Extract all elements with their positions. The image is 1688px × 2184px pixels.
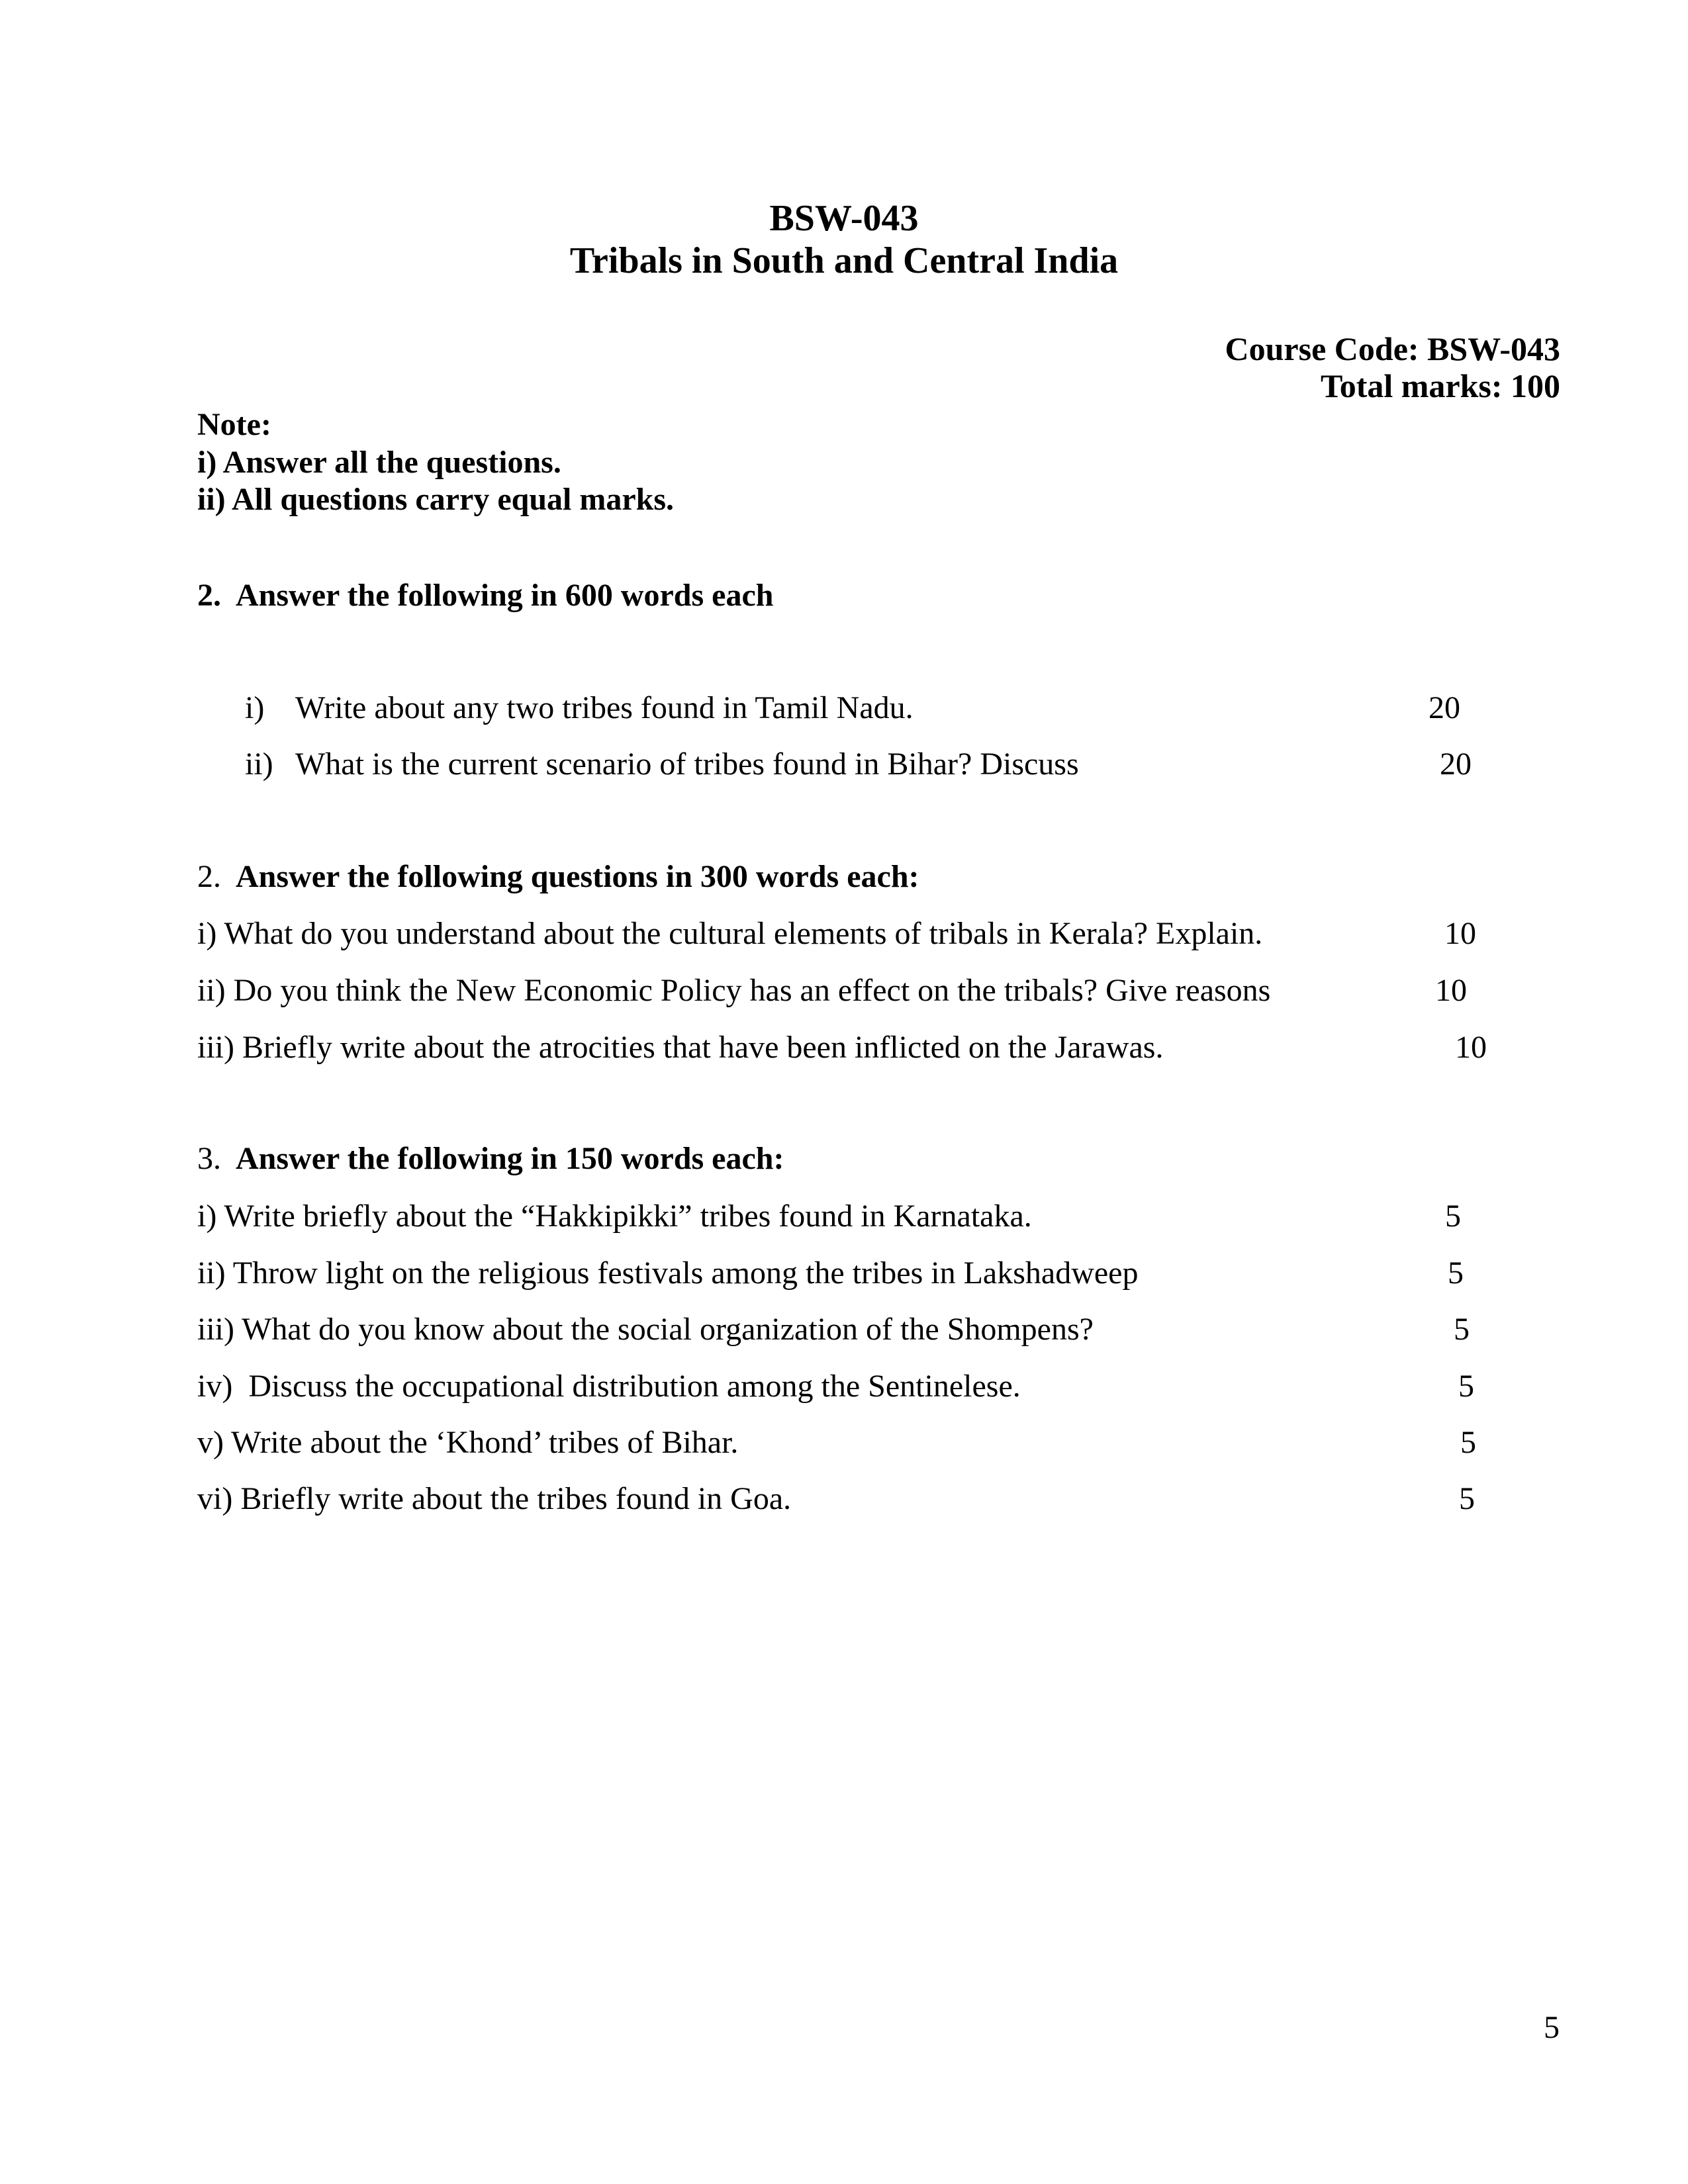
question-marks: 20: [1429, 690, 1460, 725]
document-title: Tribals in South and Central India: [569, 240, 1119, 281]
question-text: iv) Discuss the occupational distribution among the Sentinelese.: [197, 1369, 1021, 1404]
question-marks: 5: [1460, 1425, 1476, 1460]
question-marks: 5: [1445, 1199, 1461, 1234]
section-heading: [197, 580, 773, 612]
document-code: BSW-043: [769, 198, 919, 239]
question-marks: 5: [1448, 1255, 1464, 1291]
section-heading-text: Answer the following in 150 words each:: [236, 1141, 784, 1176]
section-heading: [197, 861, 919, 893]
question-number: ii): [245, 747, 273, 782]
question-marks: 10: [1455, 1030, 1487, 1065]
question-marks: 5: [1458, 1369, 1474, 1404]
question-text: v) Write about the ‘Khond’ tribes of Bihar.: [197, 1425, 739, 1460]
total-marks: Total marks: 100: [1320, 367, 1560, 404]
question-marks: 20: [1440, 747, 1472, 782]
section-heading: [197, 1143, 784, 1175]
question-text: iii) Briefly write about the atrocities that have been inflicted on the Jarawas.: [197, 1030, 1164, 1065]
question-text: i) Write briefly about the “Hakkipikki” tribes found in Karnataka.: [197, 1199, 1032, 1234]
question-marks: 5: [1454, 1312, 1470, 1347]
question-text: ii) Throw light on the religious festivals among the tribes in Lakshadweep: [197, 1255, 1139, 1291]
question-marks: 10: [1444, 916, 1476, 951]
question-text: i) What do you understand about the cultural elements of tribals in Kerala? Explain.: [197, 916, 1263, 951]
question-text: Write about any two tribes found in Tamil Nadu.: [295, 690, 914, 725]
page-number: 5: [1544, 2010, 1560, 2045]
question-text: iii) What do you know about the social organization of the Shompens?: [197, 1312, 1094, 1347]
note-item: i) Answer all the questions.: [197, 445, 561, 480]
note-label: Note:: [197, 407, 271, 442]
question-number: i): [245, 690, 265, 725]
question-text: ii) Do you think the New Economic Policy has an effect on the tribals? Give reasons: [197, 973, 1271, 1008]
section-heading-text: Answer the following questions in 300 words each:: [236, 859, 919, 894]
section-heading-text: Answer the following in 600 words each: [236, 578, 774, 613]
section-number: 2.: [197, 578, 221, 613]
course-code: Course Code: BSW-043: [1225, 330, 1560, 367]
question-marks: 5: [1459, 1481, 1475, 1516]
question-text: What is the current scenario of tribes found in Bihar? Discuss: [295, 747, 1079, 782]
section-number: 2.: [197, 859, 221, 894]
question-text: vi) Briefly write about the tribes found in Goa.: [197, 1481, 792, 1516]
note-item: ii) All questions carry equal marks.: [197, 482, 675, 517]
section-number: 3.: [197, 1141, 221, 1176]
question-marks: 10: [1435, 973, 1467, 1008]
